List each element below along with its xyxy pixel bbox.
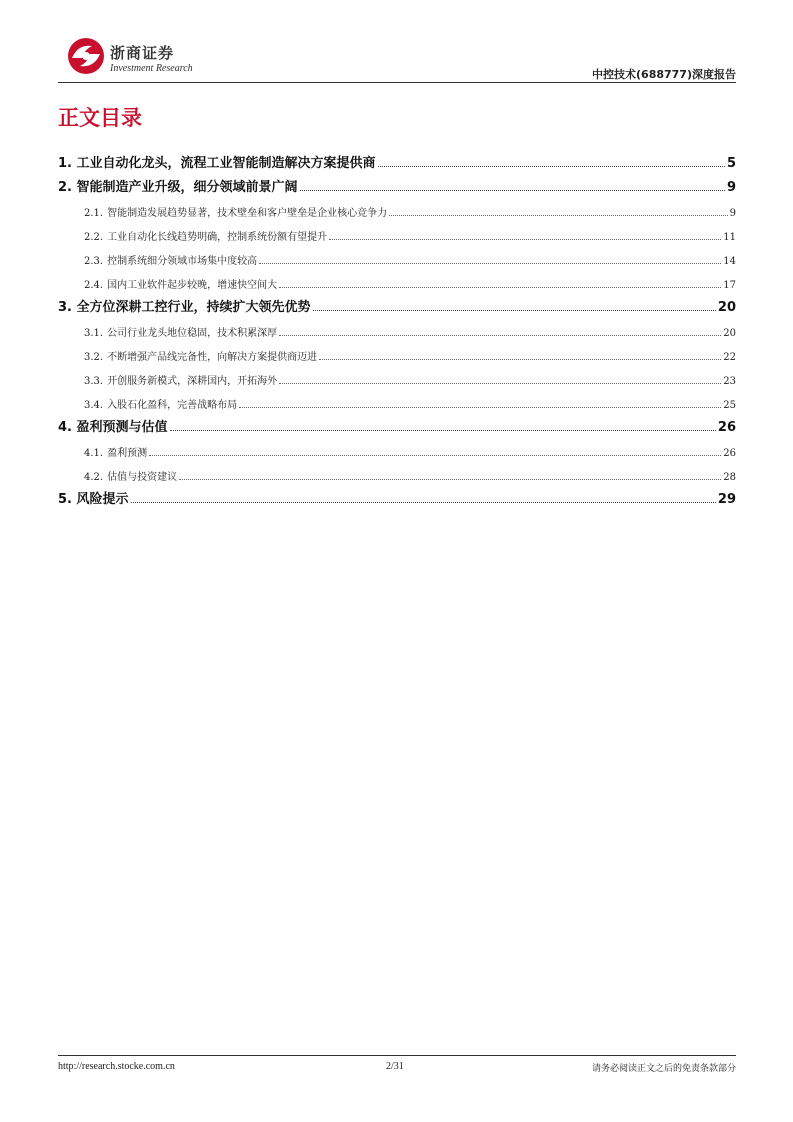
toc-entry[interactable] — [58, 411, 736, 435]
toc-entry-title: 控制系统细分领域市场集中度较高 — [107, 256, 258, 267]
toc-dot-leader — [378, 166, 725, 167]
toc-entry[interactable] — [58, 147, 736, 171]
toc-dot-leader — [319, 359, 721, 360]
toc-entry-title: 国内工业软件起步较晚，增速快空间大 — [107, 280, 278, 291]
toc-entry-label — [84, 324, 277, 339]
toc-entry-number: 3.1. — [84, 328, 104, 339]
toc-entry[interactable] — [58, 267, 736, 291]
toc-dot-leader — [313, 310, 716, 311]
toc-entry-page: 26 — [723, 448, 736, 459]
toc-entry-label — [84, 204, 387, 219]
toc-entry-label — [84, 444, 147, 459]
toc-entry-title: 公司行业龙头地位稳固，技术积累深厚 — [107, 328, 278, 339]
footer-divider — [58, 1055, 736, 1056]
toc-heading: 正文目录 — [58, 106, 142, 130]
toc-entry-title: 不断增强产品线完备性，向解决方案提供商迈进 — [107, 352, 318, 363]
toc-entry-page: 5 — [726, 156, 736, 171]
toc-entry-page: 9 — [729, 208, 736, 219]
toc-entry-label — [84, 252, 257, 267]
toc-entry-number: 2. — [58, 180, 72, 195]
toc-entry-title: 全方位深耕工控行业，持续扩大领先优势 — [76, 300, 311, 315]
toc-entry-page: 26 — [717, 420, 736, 435]
toc-entry[interactable] — [58, 291, 736, 315]
toc-entry[interactable] — [58, 195, 736, 219]
toc-dot-leader — [279, 383, 721, 384]
toc-entry-number: 2.2. — [84, 232, 104, 243]
toc-dot-leader — [329, 239, 721, 240]
toc-entry-number: 2.1. — [84, 208, 104, 219]
toc-dot-leader — [131, 502, 716, 503]
toc-entry-label — [84, 348, 317, 363]
page-header — [58, 36, 736, 86]
toc-entry[interactable] — [58, 387, 736, 411]
toc-entry-title: 盈利预测与估值 — [76, 420, 168, 435]
toc-entry-page: 9 — [726, 180, 736, 195]
toc-entry[interactable] — [58, 171, 736, 195]
toc-entry-title: 工业自动化龙头，流程工业智能制造解决方案提供商 — [76, 156, 376, 171]
report-title: 中控技术(688777)深度报告 — [592, 68, 736, 81]
toc-entry-label — [58, 176, 298, 195]
toc-entry-title: 工业自动化长线趋势明确，控制系统份额有望提升 — [107, 232, 328, 243]
toc-entry-label — [58, 296, 311, 315]
toc-entry-title: 估值与投资建议 — [107, 472, 178, 483]
toc-dot-leader — [239, 407, 721, 408]
footer-disclaimer: 请务必阅读正文之后的免责条款部分 — [591, 1064, 736, 1074]
toc-entry-number: 1. — [58, 156, 72, 171]
toc-entry-label — [58, 488, 129, 507]
toc-entry-page: 20 — [717, 300, 736, 315]
toc-dot-leader — [300, 190, 725, 191]
toc-entry-label — [84, 276, 277, 291]
toc-dot-leader — [170, 430, 716, 431]
toc-entry-label — [58, 152, 376, 171]
toc-entry-page: 29 — [717, 492, 736, 507]
toc-entry-page: 17 — [723, 280, 736, 291]
toc-entry-number: 4.1. — [84, 448, 104, 459]
toc-entry-label — [84, 468, 177, 483]
table-of-contents — [58, 147, 736, 507]
toc-dot-leader — [389, 215, 728, 216]
toc-dot-leader — [149, 455, 721, 456]
toc-entry[interactable] — [58, 315, 736, 339]
toc-entry-title: 入股石化盈科，完善战略布局 — [107, 400, 238, 411]
toc-entry-number: 3.3. — [84, 376, 104, 387]
brand-name-cn: 浙商证券 — [110, 44, 175, 62]
toc-entry-title: 开创服务新模式，深耕国内，开拓海外 — [107, 376, 278, 387]
toc-dot-leader — [179, 479, 721, 480]
toc-entry-number: 3.4. — [84, 400, 104, 411]
toc-entry-page: 20 — [723, 328, 736, 339]
zheshang-logo-icon — [64, 36, 108, 76]
toc-entry[interactable] — [58, 243, 736, 267]
toc-entry-title: 智能制造产业升级，细分领域前景广阔 — [76, 180, 298, 195]
toc-entry-title: 风险提示 — [76, 492, 129, 507]
toc-entry-label — [84, 372, 277, 387]
toc-entry-number: 5. — [58, 492, 72, 507]
toc-dot-leader — [279, 335, 721, 336]
toc-entry-page: 22 — [723, 352, 736, 363]
toc-entry[interactable] — [58, 219, 736, 243]
toc-entry-title: 智能制造发展趋势显著，技术壁垒和客户壁垒是企业核心竞争力 — [107, 208, 388, 219]
toc-entry-page: 11 — [723, 232, 736, 243]
toc-entry-page: 14 — [723, 256, 736, 267]
toc-entry[interactable] — [58, 363, 736, 387]
toc-entry-label — [84, 228, 327, 243]
toc-dot-leader — [279, 287, 721, 288]
toc-entry[interactable] — [58, 483, 736, 507]
toc-entry[interactable] — [58, 459, 736, 483]
header-divider — [58, 82, 736, 83]
toc-entry[interactable] — [58, 339, 736, 363]
toc-dot-leader — [259, 263, 721, 264]
page-number: 2/31 — [386, 1061, 404, 1072]
toc-entry-label — [58, 416, 168, 435]
toc-entry-number: 4.2. — [84, 472, 104, 483]
toc-entry[interactable] — [58, 435, 736, 459]
toc-entry-page: 28 — [723, 472, 736, 483]
toc-entry-number: 3.2. — [84, 352, 104, 363]
toc-entry-number: 4. — [58, 420, 72, 435]
toc-entry-page: 23 — [723, 376, 736, 387]
toc-entry-number: 3. — [58, 300, 72, 315]
footer-url-link[interactable]: http://research.stocke.com.cn — [58, 1061, 175, 1072]
toc-entry-label — [84, 396, 237, 411]
brand-name-en: Investment Research — [110, 63, 193, 74]
toc-entry-page: 25 — [723, 400, 736, 411]
toc-entry-title: 盈利预测 — [107, 448, 148, 459]
toc-entry-number: 2.4. — [84, 280, 104, 291]
toc-entry-number: 2.3. — [84, 256, 104, 267]
